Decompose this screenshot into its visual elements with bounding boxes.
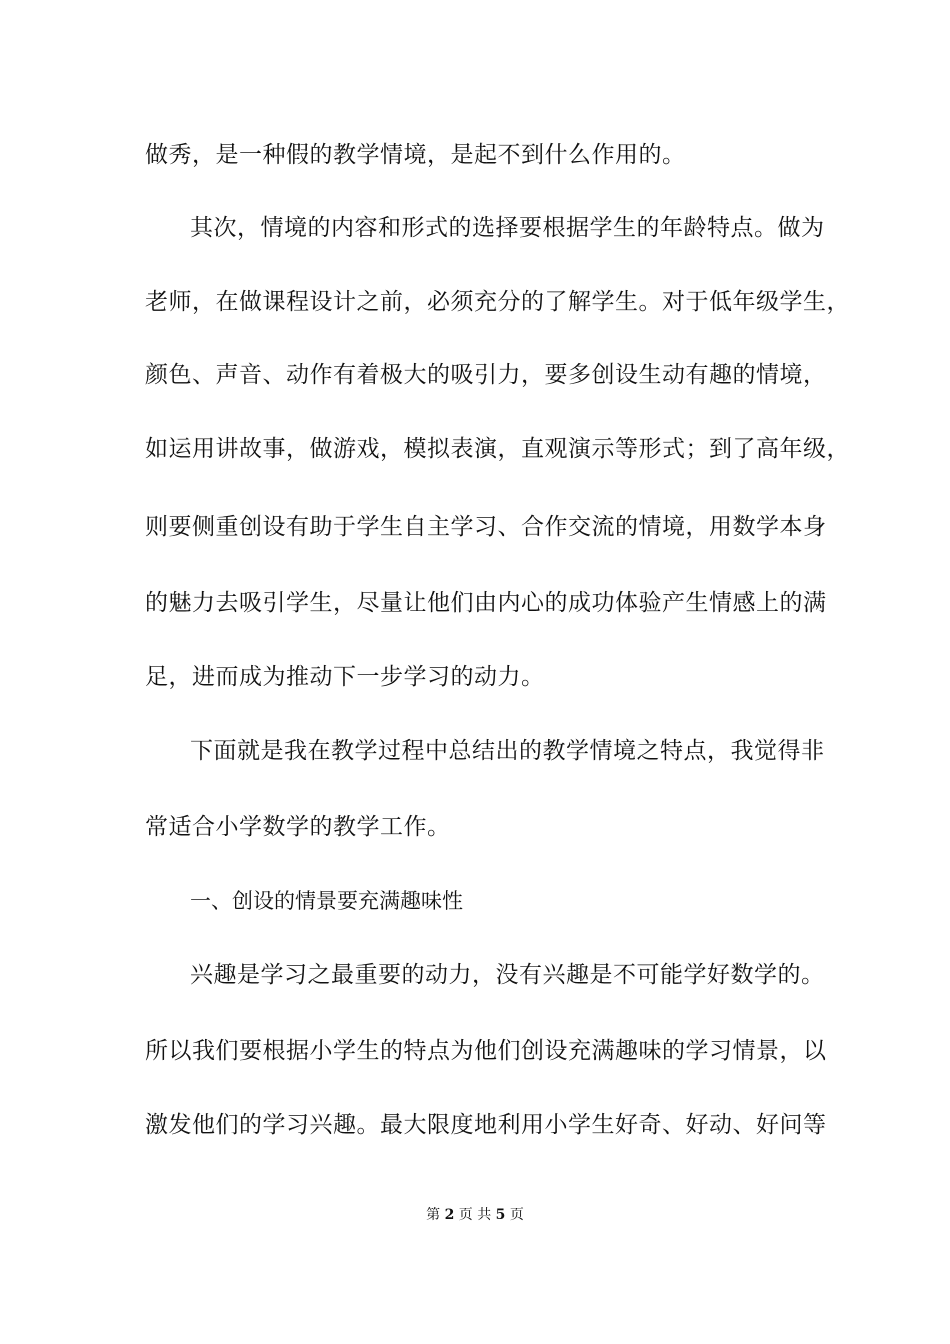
text-line-3: 老师，在做课程设计之前，必须充分的了解学生。对于低年级学生， bbox=[145, 289, 850, 315]
page-footer bbox=[0, 1205, 950, 1225]
section-heading: 一、创设的情景要充满趣味性 bbox=[190, 889, 463, 913]
text-line-1: 做秀，是一种假的教学情境，是起不到什么作用的。 bbox=[145, 142, 686, 168]
text-line-2: 其次，情境的内容和形式的选择要根据学生的年龄特点。做为 bbox=[190, 215, 825, 241]
text-line-7: 的魅力去吸引学生，尽量让他们由内心的成功体验产生情感上的满 bbox=[145, 590, 827, 616]
text-line-10: 常适合小学数学的教学工作。 bbox=[145, 814, 451, 840]
text-line-4: 颜色、声音、动作有着极大的吸引力，要多创设生动有趣的情境， bbox=[145, 362, 827, 388]
footer-prefix: 第 bbox=[426, 1207, 441, 1223]
text-line-6: 则要侧重创设有助于学生自主学习、合作交流的情境，用数学本身 bbox=[145, 514, 827, 540]
text-line-9: 下面就是我在教学过程中总结出的教学情境之特点，我觉得非 bbox=[190, 738, 825, 764]
footer-current-page: 2 bbox=[444, 1207, 455, 1223]
text-line-14: 激发他们的学习兴趣。最大限度地利用小学生好奇、好动、好问等 bbox=[145, 1112, 827, 1138]
text-line-13: 所以我们要根据小学生的特点为他们创设充满趣味的学习情景，以 bbox=[145, 1038, 827, 1064]
text-line-5: 如运用讲故事，做游戏，模拟表演，直观演示等形式；到了高年级， bbox=[145, 436, 850, 462]
footer-suffix: 页 bbox=[509, 1207, 524, 1223]
footer-middle: 页 共 bbox=[458, 1207, 492, 1223]
footer-total-pages: 5 bbox=[495, 1207, 506, 1223]
text-line-8: 足，进而成为推动下一步学习的动力。 bbox=[145, 664, 545, 690]
text-line-12: 兴趣是学习之最重要的动力，没有兴趣是不可能学好数学的。 bbox=[190, 962, 825, 988]
